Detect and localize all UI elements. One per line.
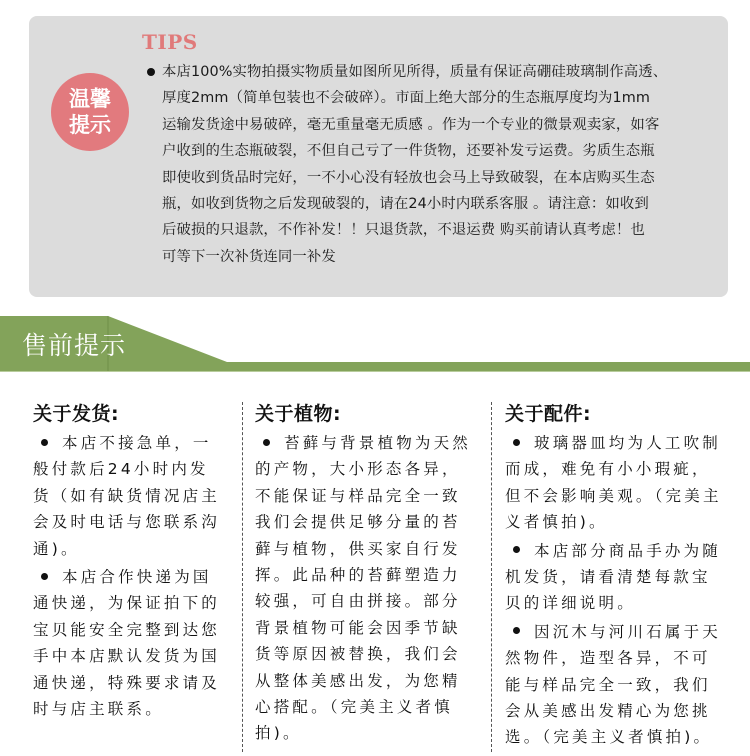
bullet-icon (513, 627, 520, 634)
column-paragraph: 本店不接急单，一般付款后24小时内发货（如有缺货情况店主会及时电话与您联系沟通)。 (33, 434, 221, 558)
badge-line-2: 提示 (69, 112, 111, 137)
bullet-icon (147, 68, 155, 76)
tips-line: 运输发货途中易破碎，毫无重量毫无质感 。作为一个专业的微景观卖家，如客 (162, 116, 660, 133)
column-divider (491, 402, 492, 752)
tips-line: 瓶，如收到货物之后发现破裂的，请在24小时内联系客服 。请注意：如收到 (162, 196, 649, 213)
tips-line: 即使收到货品时完好，一不小心没有轻放也会马上导致破裂，在本店购买生态 (162, 169, 655, 186)
tips-line: 户收到的生态瓶破裂，不但自己亏了一件货物，还要补发亏运费。劣质生态瓶 (162, 143, 655, 160)
banner-title: 售前提示 (22, 331, 127, 360)
warm-reminder-badge (51, 73, 129, 151)
tips-line: 可等下一次补货连同一补发 (162, 248, 336, 265)
tips-title: TIPS (142, 30, 198, 54)
column-paragraph: 本店部分商品手办为随机发货，请看清楚每款宝贝的详细说明。 (505, 541, 722, 613)
tips-line: 后破损的只退款，不作补发！！只退货款，不退运费 购买前请认真考虑！也 (162, 222, 645, 239)
column-paragraph: 本店合作快递为国通快递，为保证拍下的宝贝能安全完整到达您手中本店默认发货为国通快递，特殊要求请及时与店主联系。 (33, 568, 221, 719)
column-paragraph: 玻璃器皿均为人工吹制而成，难免有小小瑕疵，但不会影响美观。（完美主义者慎拍)。 (505, 434, 722, 532)
column-heading: 关于配件: (505, 403, 592, 425)
bullet-icon (513, 439, 520, 446)
plants-column (255, 400, 475, 749)
tips-line: 本店100%实物拍摄实物质量如图所见所得，质量有保证高硼硅玻璃制作高透、 (162, 64, 668, 80)
badge-line-1: 温馨 (69, 86, 111, 111)
tips-line: 厚度2mm（简单包装也不会破碎）。市面上绝大部分的生态瓶厚度均为1mm (162, 90, 651, 107)
accessories-column (505, 400, 725, 753)
bullet-icon (513, 546, 520, 553)
column-heading: 关于植物: (255, 403, 342, 425)
column-paragraph: 因沉木与河川石属于天然物件，造型各异，不可能与样品完全一致，我们会从美感出发精心为您挑选。（完美主义者慎拍)。 (505, 622, 722, 747)
column-paragraph: 苔藓与背景植物为天然的产物，大小形态各异，不能保证与样品完全一致我们会提供足够分量的苔藓与植物，供买家自行发挥。此品种的苔藓塑造力较强，可自由拼接。部分背景植物可能会因季节缺货等原因被替换，我们会从整体美感出发，为您精心搭配。（完美主义者慎拍)。 (255, 434, 472, 743)
column-heading: 关于发货: (33, 403, 120, 425)
bullet-icon (41, 439, 48, 446)
bullet-icon (41, 573, 48, 580)
shipping-column (33, 400, 223, 724)
bullet-icon (263, 439, 270, 446)
column-divider (242, 402, 243, 752)
tips-text (162, 59, 717, 270)
